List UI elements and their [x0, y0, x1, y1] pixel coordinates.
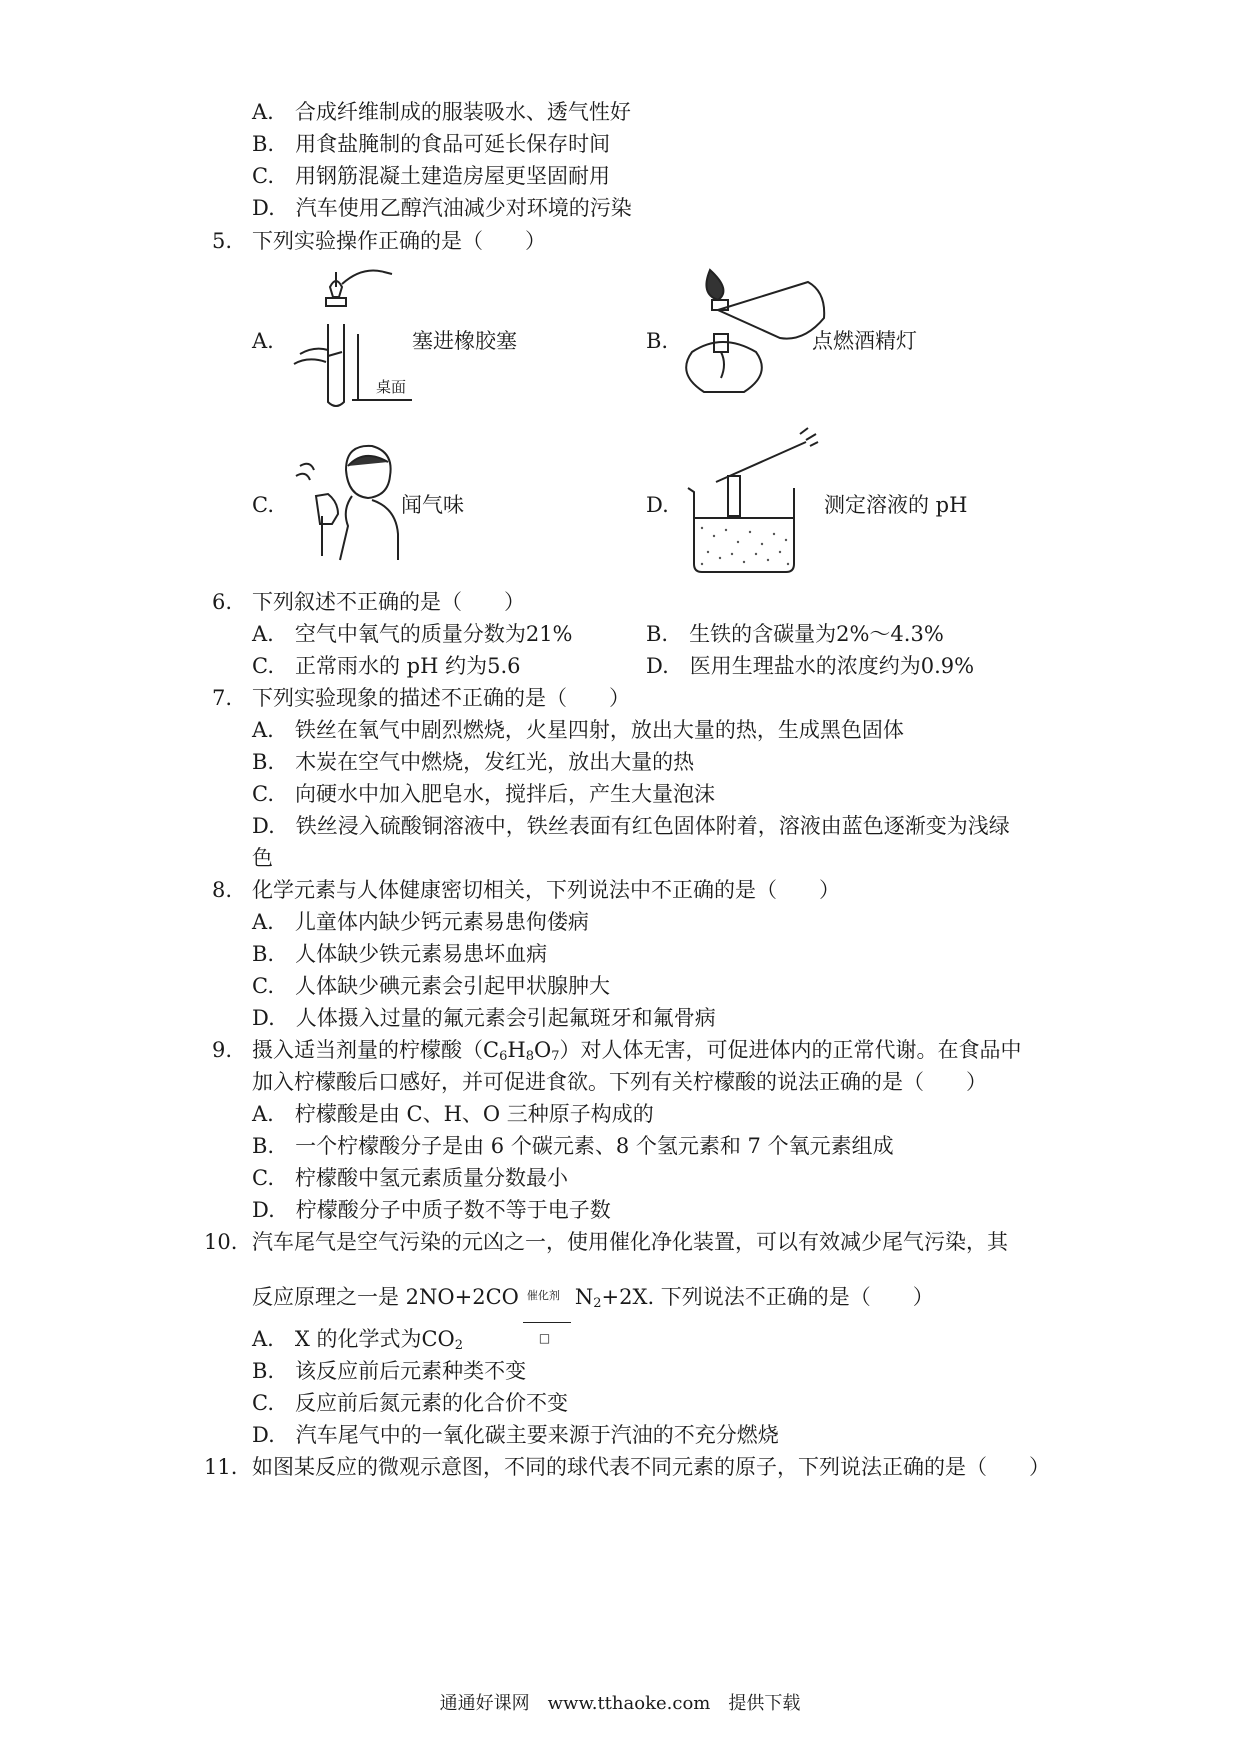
q10-option-b: B. 该反应前后元素种类不变 [252, 1359, 527, 1383]
q10-equal-sign [523, 1322, 571, 1323]
question-10-number: 10. [204, 1230, 238, 1254]
q5-option-a-letter: A. [252, 329, 274, 353]
q10-option-d: D. 汽车尾气中的一氧化碳主要来源于汽油的不充分燃烧 [252, 1423, 779, 1447]
q5-desk-label: 桌面 [376, 378, 407, 396]
q9-option-a: A. 柠檬酸是由 C、H、O 三种原子构成的 [252, 1102, 654, 1126]
page-footer: 通通好课网 www.tthaoke.com 提供下载 [439, 1693, 801, 1714]
q7-option-a: A. 铁丝在氧气中剧烈燃烧，火星四射，放出大量的热，生成黑色固体 [252, 718, 904, 742]
question-5-number: 5. [212, 229, 233, 253]
question-9-stem-line2: 加入柠檬酸后口感好，并可促进食欲。下列有关柠檬酸的说法正确的是（ ） [252, 1070, 987, 1094]
q4-option-d: D. 汽车使用乙醇汽油减少对环境的污染 [252, 196, 632, 220]
q9-option-b: B. 一个柠檬酸分子是由 6 个碳元素、8 个氢元素和 7 个氧元素组成 [252, 1134, 894, 1158]
q10-co2-sub: 2 [454, 1338, 464, 1353]
q8-option-b: B. 人体缺少铁元素易患坏血病 [252, 942, 548, 966]
q5-option-b-label: 点燃酒精灯 [812, 329, 917, 353]
q10-condition-box: □ [538, 1331, 551, 1345]
question-8-stem: 化学元素与人体健康密切相关，下列说法中不正确的是（ ） [252, 878, 840, 902]
q7-option-d-line2: 色 [252, 846, 273, 870]
q4-option-c: C. 用钢筋混凝土建造房屋更坚固耐用 [252, 164, 610, 188]
question-11-stem: 如图某反应的微观示意图，不同的球代表不同元素的原子，下列说法正确的是（ ） [252, 1455, 1050, 1479]
q9-sub-7: 7 [551, 1049, 560, 1064]
q9-sub-8: 8 [525, 1049, 534, 1064]
q4-option-a: A. 合成纤维制成的服装吸水、透气性好 [252, 100, 631, 124]
q10-option-a-text: A. X 的化学式为CO [252, 1327, 455, 1351]
q10-product-n: N [574, 1285, 594, 1309]
question-7-number: 7. [212, 686, 233, 710]
q10-stem-rest: +2X. 下列说法不正确的是（ ） [601, 1285, 934, 1309]
q10-n-sub: 2 [593, 1296, 602, 1311]
q7-option-c: C. 向硬水中加入肥皂水，搅拌后，产生大量泡沫 [252, 782, 715, 806]
q8-option-d: D. 人体摄入过量的氟元素会引起氟斑牙和氟骨病 [252, 1006, 716, 1030]
q9-stem-part2: ）对人体无害，可促进体内的正常代谢。在食品中 [559, 1038, 1022, 1062]
q7-option-d-line1: D. 铁丝浸入硫酸铜溶液中，铁丝表面有红色固体附着，溶液由蓝色逐渐变为浅绿 [252, 814, 1010, 838]
q10-option-c: C. 反应前后氮元素的化合价不变 [252, 1391, 568, 1415]
q6-option-b: B. 生铁的含碳量为2%～4.3% [646, 622, 944, 646]
question-6-number: 6. [212, 590, 233, 614]
q10-reactants: 反应原理之一是 2NO+2CO [252, 1285, 519, 1309]
q9-formula-o: O [533, 1038, 552, 1062]
q8-option-a: A. 儿童体内缺少钙元素易患佝偻病 [252, 910, 589, 934]
q5-option-c-letter: C. [252, 493, 274, 517]
q4-option-b: B. 用食盐腌制的食品可延长保存时间 [252, 132, 611, 156]
question-8-number: 8. [212, 878, 233, 902]
question-5-stem: 下列实验操作正确的是（ ） [252, 229, 546, 253]
q7-option-b: B. 木炭在空气中燃烧，发红光，放出大量的热 [252, 750, 695, 774]
q9-option-c: C. 柠檬酸中氢元素质量分数最小 [252, 1166, 568, 1190]
question-7-stem: 下列实验现象的描述不正确的是（ ） [252, 686, 630, 710]
q6-option-a: A. 空气中氧气的质量分数为21% [252, 622, 573, 646]
question-6-stem: 下列叙述不正确的是（ ） [252, 590, 525, 614]
q9-option-d: D. 柠檬酸分子中质子数不等于电子数 [252, 1198, 611, 1222]
question-9-number: 9. [212, 1038, 233, 1062]
q9-sub-6: 6 [499, 1049, 508, 1064]
q6-option-d: D. 医用生理盐水的浓度约为0.9% [646, 654, 975, 678]
q9-formula-h: H [507, 1038, 526, 1062]
q5-figure-b-alcohol-lamp [674, 266, 834, 406]
q5-option-d-letter: D. [646, 493, 669, 517]
question-9-stem-line1 [252, 1037, 1021, 1070]
q5-figure-c-smell [292, 440, 410, 564]
q6-option-c: C. 正常雨水的 pH 约为5.6 [252, 654, 521, 678]
q5-option-b-letter: B. [646, 329, 669, 353]
q5-option-a-label: 塞进橡胶塞 [412, 329, 517, 353]
q10-catalyst-label: 催化剂 [526, 1289, 560, 1302]
q5-option-d-label: 测定溶液的 pH [824, 493, 968, 517]
q8-option-c: C. 人体缺少碘元素会引起甲状腺肿大 [252, 974, 610, 998]
q5-figure-d-ph-test [680, 426, 830, 576]
q9-stem-part1: 摄入适当剂量的柠檬酸（C [252, 1038, 500, 1062]
question-10-stem-line1: 汽车尾气是空气污染的元凶之一，使用催化净化装置，可以有效减少尾气污染，其 [252, 1230, 1008, 1254]
q10-option-a [252, 1326, 463, 1359]
q5-option-c-label: 闻气味 [401, 493, 464, 517]
question-11-number: 11. [204, 1455, 238, 1479]
